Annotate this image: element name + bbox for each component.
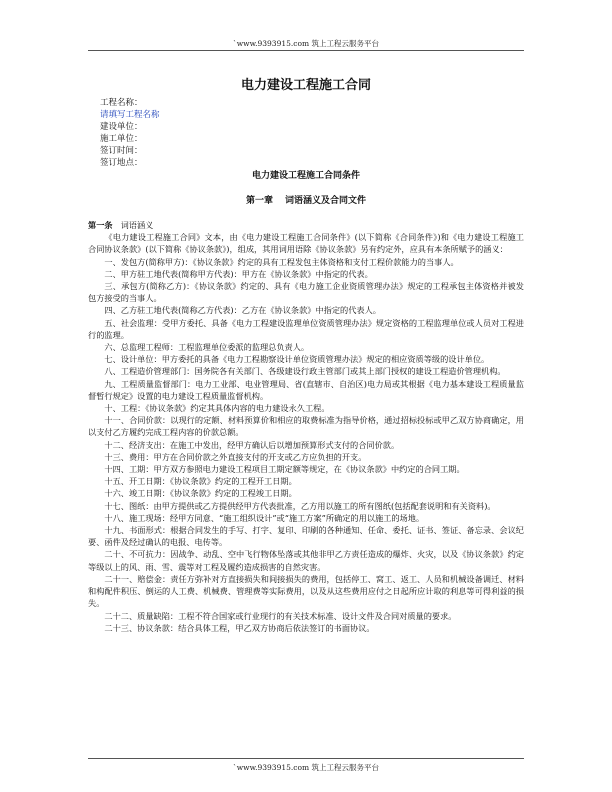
paragraph: 二、甲方驻工地代表(简称甲方代表)：甲方在《协议条款》中指定的代表。 [104,268,373,279]
chapter-heading [0,193,612,206]
sign-place-label: 签订地点： [100,158,143,168]
contractor-label: 施工单位： [100,134,143,144]
paragraph: 二十、不可抗力：因战争、动乱、空中飞行物体坠落或其他非甲乙方责任造成的爆炸、火灾，以及《协议条款》约定等级以上的风、雨、雪、震等对工程及履约造成损害的自然灾害。 [88,549,524,572]
paragraph: 二十二、质量缺陷：工程不符合国家或行业现行的有关技术标准、设计文件及合同对质量的要求。 [104,610,457,621]
paragraph: 三、承包方(简称乙方)：《协议条款》约定的、具有《电力施工企业资质管理办法》规定的工程承包主体资格并被发包方接受的当事人。 [88,281,524,304]
paragraph: 《电力建设工程施工合同》文本，由《电力建设工程施工合同条件》(以下简称《合同条件》)和《电力建设工程施工合同协议条款》(以下简称《协议条款》)，组成，其用词用语除《协议条款》另有约定外，应具有本条所赋予的涵义： [88,232,524,255]
contract-info-block [100,97,160,169]
paragraph: 十四、工期：甲方双方参照电力建设工程项目工期定额等规定，在《协议条款》中约定的合同工期。 [104,464,465,475]
header-rule [88,50,524,51]
chapter-number: 第一章 [245,196,273,206]
paragraph: 五、社会监理：受甲方委托、具备《电力工程建设监理单位资质管理办法》规定资格的工程监理单位或人员对工程进行的监理。 [88,317,524,340]
footer-rule [88,758,524,759]
project-name-link[interactable]: 请填写工程名称 [100,110,160,120]
paragraph: 八、工程造价管理部门：国务院各有关部门、各级建设行政主管部门或其上部门授权的建设工程造价管理机构。 [104,366,506,377]
page-footer: `www.9393915.com 筑上工程云服务平台 [232,763,379,772]
article-number: 第一条 [88,220,113,230]
paragraph: 十三、费用：甲方在合同价款之外直接支付的开支或乙方应负担的开支。 [104,451,367,462]
paragraph: 十二、经济支出：在施工中发出，经甲方确认后以增加预算形式支付的合同价款。 [104,439,400,450]
paragraph: 十一、合同价款：以现行的定额、材料预算价和相应的取费标准为指导价格，通过招标投标或甲乙双方协商确定，用以支付乙方履约完成工程内容的价款总额。 [88,415,524,438]
owner-label: 建设单位： [100,122,143,132]
paragraph: 十八、施工现场：经甲方同意、“施工组织设计”或“施工方案”所确定的用以施工的场地。 [104,512,425,523]
chapter-name: 词语涵义及合同文件 [285,196,367,206]
paragraph: 二十三、协议条款：结合具体工程，甲乙双方协商后依法签订的书面协议。 [104,622,375,633]
paragraph: 十九、书面形式：根据合同发生的手写、打字、复印、印刷的各种通知、任命、委托、证书、签证、备忘录、会议纪要、函件及经过确认的电报、电传等。 [88,525,524,548]
article-name: 词语涵义 [120,220,154,230]
document-title: 电力建设工程施工合同 [240,78,371,93]
contract-body [88,219,524,634]
paragraph: 九、工程质量监督部门：电力工业部、电业管理局、省(直辖市、自治区)电力局或其根据《电力基本建设工程质量监督暂行规定》设置的电力建设工程质量监督机构。 [88,378,524,401]
paragraph: 一、发包方(简称甲方)：《协议条款》约定的具有工程发包主体资格和支付工程价款能力的当事人。 [104,256,459,267]
paragraph: 十六、竣工日期：《协议条款》约定的工程竣工日期。 [104,488,297,499]
paragraph: 十五、开工日期：《协议条款》约定的工程开工日期。 [104,476,297,487]
project-name-label: 工程名称： [100,98,143,108]
paragraph: 七、设计单位：甲方委托的具备《电力工程勘察设计单位资质管理办法》规定的相应资质等级的设计单位。 [104,354,490,365]
article-heading [88,219,524,231]
paragraph: 十七、图纸：由甲方提供或乙方提供经甲方代表批准，乙方用以施工的所有图纸(包括配套说明和有关资料)。 [104,500,496,511]
paragraph: 六、总监理工程师：工程监理单位委派的监理总负责人。 [104,342,310,353]
sign-time-label: 签订时间： [100,146,143,156]
paragraph: 十、工程：《协议条款》约定其具体内容的电力建设永久工程。 [104,403,330,414]
paragraph: 二十一、赔偿金：责任方弥补对方直接损失和间接损失的费用，包括停工、窝工、返工、人员和机械设备调迁、材料和构配件积压、倒运的人工费、机械费、管理费等实际费用，以及从这些费用应付之日起所应计取的利息等可得利益的损失。 [88,573,524,609]
paragraph: 四、乙方驻工地代表(简称乙方代表)：乙方在《协议条款》中指定的代表人。 [104,305,381,316]
section-subtitle: 电力建设工程施工合同条件 [251,171,360,181]
page-header: `www.9393915.com 筑上工程云服务平台 [232,39,379,48]
